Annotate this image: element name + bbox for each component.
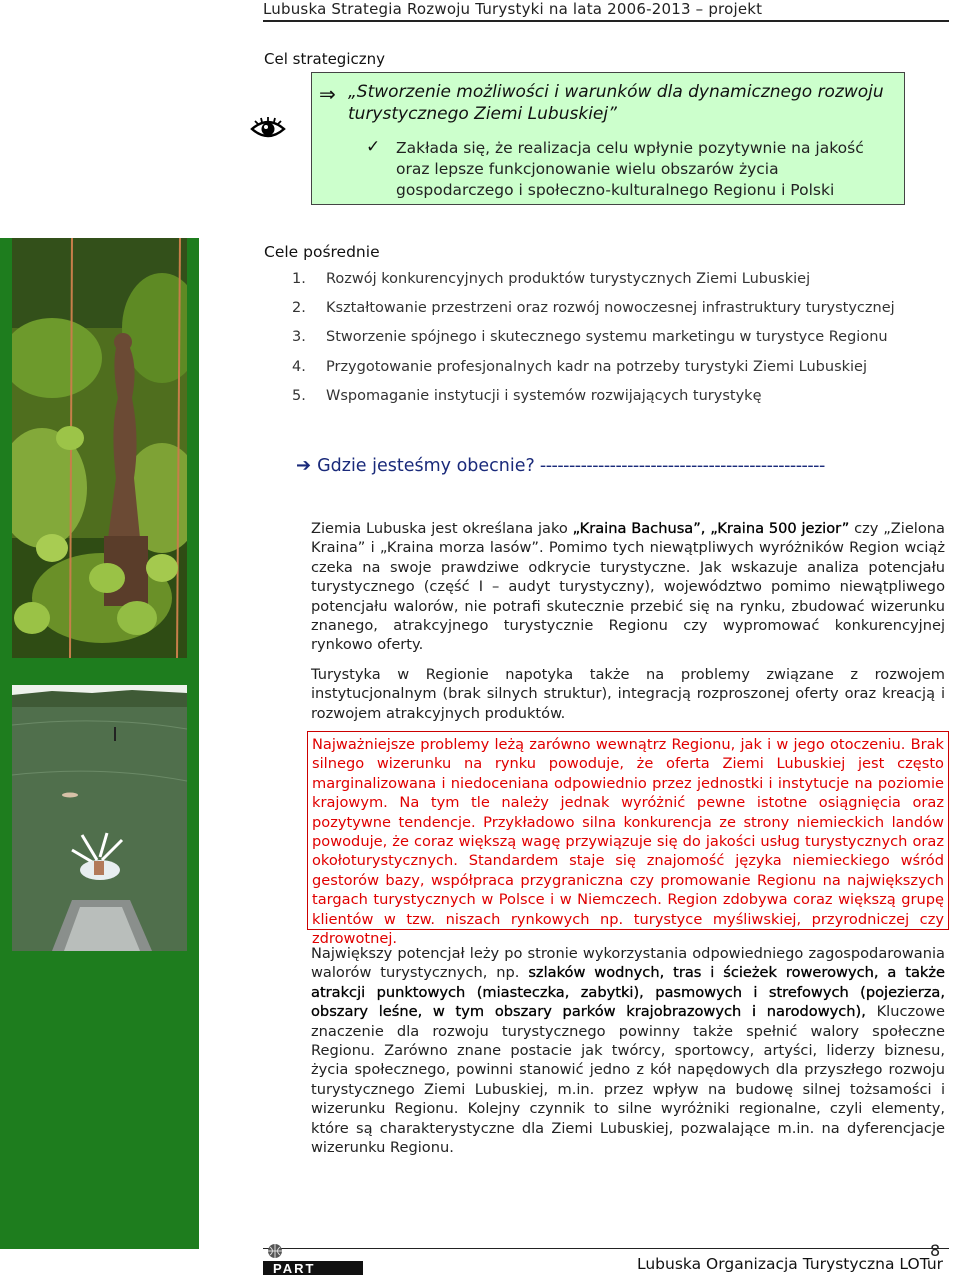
strategic-goal-heading: Cel strategiczny <box>264 50 385 68</box>
key-problems-box: Najważniejsze problemy leżą zarówno wewnątrz Regionu, jak i w jego otoczeniu. Brak silnego wizerunku na rynku powoduje, że oferta Ziemi Lubuskiej jest często marginalizowana i niedoceniana odpowiednio przez jednostki i instytucje na poziomie krajowym. Na tym tle należy jednak wyróżnić pewne istotne osiągnięcia oraz pozytywne tendencje. Przykładowo silna konkurencja ze strony niemieckich landów powoduje, że coraz większą wagę przywiązuje się do jakości usług turystycznych oraz okołoturystycznych. Standardem staje się znajomość języka niemieckiego wśród gestorów bazy, współpraca przygraniczna czy promowanie Regionu na największych targach turystycznych w Polsce i w Niemczech. Region zdobywa coraz większą grupę klientów w tzw. niszach rynkowych np. turystyce myśliwskiej, przyrodniczej czy zdrowotnej. <box>307 731 949 930</box>
current-situation-heading: ➔ Gdzie jesteśmy obecnie? ------------------------------------------------- <box>296 455 825 476</box>
strategic-goal-box <box>311 72 905 205</box>
header-divider <box>263 20 949 22</box>
footer-organization: Lubuska Organizacja Turystyczna LOTur <box>637 1255 944 1273</box>
page-number: 8 <box>930 1241 941 1260</box>
paragraph-region-identity: Ziemia Lubuska jest określana jako „Kraina Bachusa”, „Kraina 500 jezior” czy „Zielona Kraina” i „Kraina morza lasów”. Pomimo tych niewątpliwych wyróżników Region wciąż czeka na swoje prawdziwe odkrycie turystyczne. Jak wskazuje analiza potencjału turystycznego (część I – audyt turystyczny), województwo pomimo niewątpliwego potencjału walorów, nie potrafi skutecznie przebić się na rynku, zbudować wizerunku znanego, atrakcyjnego turystycznie Regionu czy wypromować konkurencyjnej rynkowo oferty. <box>311 520 945 654</box>
strategic-goal-title: „Stworzenie możliwości i warunków dla dynamicznego rozwoju turystycznego Ziemi Lubuskiej” <box>348 82 884 124</box>
footer-divider <box>263 1248 949 1249</box>
arrow-right-icon: ➔ <box>296 455 312 476</box>
part-logo <box>263 1243 363 1275</box>
paragraph-institutional-problems: Turystyka w Regionie napotyka także na problemy związane z rozwojem instytucjonalnym (brak silnych struktur), integracją rozproszonej oferty oraz kreacją i rozwojem atrakcyjnych produktów. <box>311 666 945 722</box>
document-header-title: Lubuska Strategia Rozwoju Turystyki na lata 2006-2013 – projekt <box>263 0 763 18</box>
svg-text:PART: PART <box>273 1261 316 1275</box>
intermediate-goals-heading: Cele pośrednie <box>264 243 380 261</box>
paragraph-potential: Największy potencjał leży po stronie wykorzystania odpowiedniego zagospodarowania walorów turystycznych, np. szlaków wodnych, tras i ścieżek rowerowych, a także atrakcji punktowych (miasteczka, zabytki), pasmowych i strefowych (pojezierza, obszary leśne, w tym obszary parków krajobrazowych i narodowych), Kluczowe znaczenie dla rozwoju turystycznego powinny także spełnić walory społeczne Regionu. Zarówno znane postacie jak twórcy, sportowcy, artyści, liderzy biznesu, życia społecznego, powinni stanowić jedno z kół napędowych dla przyszłego rozwoju turystycznego Ziemi Lubuskiej, m.in. przez wpływ na budowę silnej tożsamości i wizerunku Regionu. Kolejny czynnik to silne wyróżniki regionalne, czyli elementy, które są charakterystyczne dla Ziemi Lubuskiej, pozwalające m.in. na dyferencjacje wizerunku Regionu. <box>311 945 946 1157</box>
eye-icon <box>250 117 286 141</box>
double-arrow-right-icon: ⇒ <box>319 82 336 106</box>
lake-swimmers-photo <box>12 685 187 951</box>
check-icon: ✓ <box>366 137 381 157</box>
strategic-goal-description: Zakłada się, że realizacja celu wpłynie pozytywnie na jakość oraz lepsze funkcjonowanie wielu obszarów życia gospodarczego i społeczno-kulturalnego Regionu i Polski <box>396 139 864 199</box>
garden-statue-photo <box>12 238 187 658</box>
